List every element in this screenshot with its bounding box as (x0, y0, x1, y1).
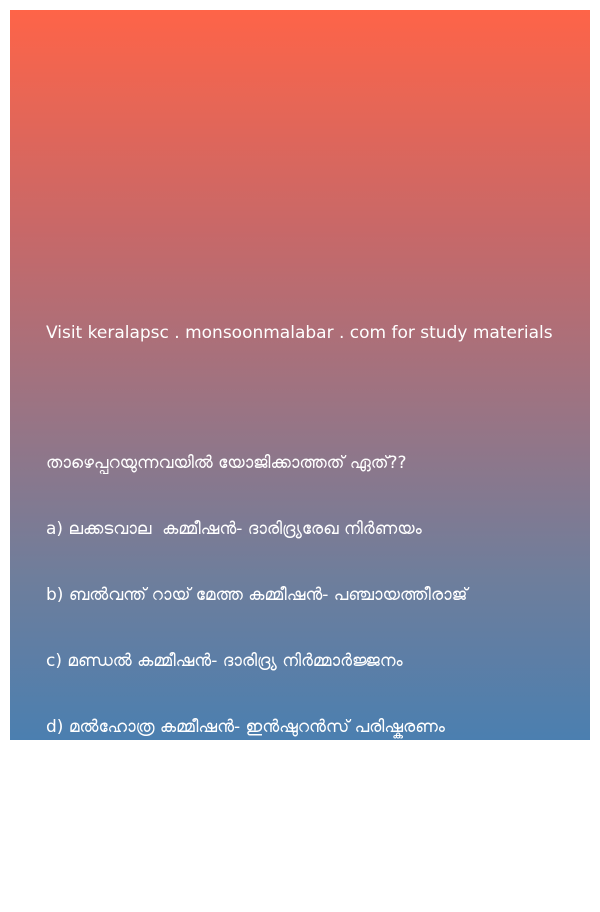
option-d: d) മൽഹോത്ര കമ്മീഷൻ- ഇൻഷുറൻസ് പരിഷ്കരണം (46, 717, 445, 737)
quiz-content (46, 278, 576, 912)
option-a: a) ലക്കടവാല കമ്മീഷൻ- ദാരിദ്ര്യരേഖ നിർണയം (46, 519, 422, 539)
option-c: c) മണ്ഡൽ കമ്മീഷൻ- ദാരിദ്ര്യ നിർമ്മാർജ്ജനം (46, 651, 403, 671)
spacer (46, 782, 576, 802)
answer-text: Answer: മണ്ഡൽ കമ്മീഷൻ- ദാരിദ്ര്യ നിർമ്മാർജ്ജനം (46, 847, 455, 867)
quiz-card (10, 10, 590, 867)
site-promo-text: Visit keralapsc . monsoonmalabar . com for study materials (46, 323, 553, 343)
spacer (46, 388, 576, 408)
option-b: b) ബൽവന്ത് റായ് മേത്ത കമ്മീഷൻ- പഞ്ചായത്തീരാജ് (46, 585, 468, 605)
question-text: താഴെപ്പറയുന്നവയിൽ യോജിക്കാത്തത് ഏത്?? (46, 453, 407, 473)
